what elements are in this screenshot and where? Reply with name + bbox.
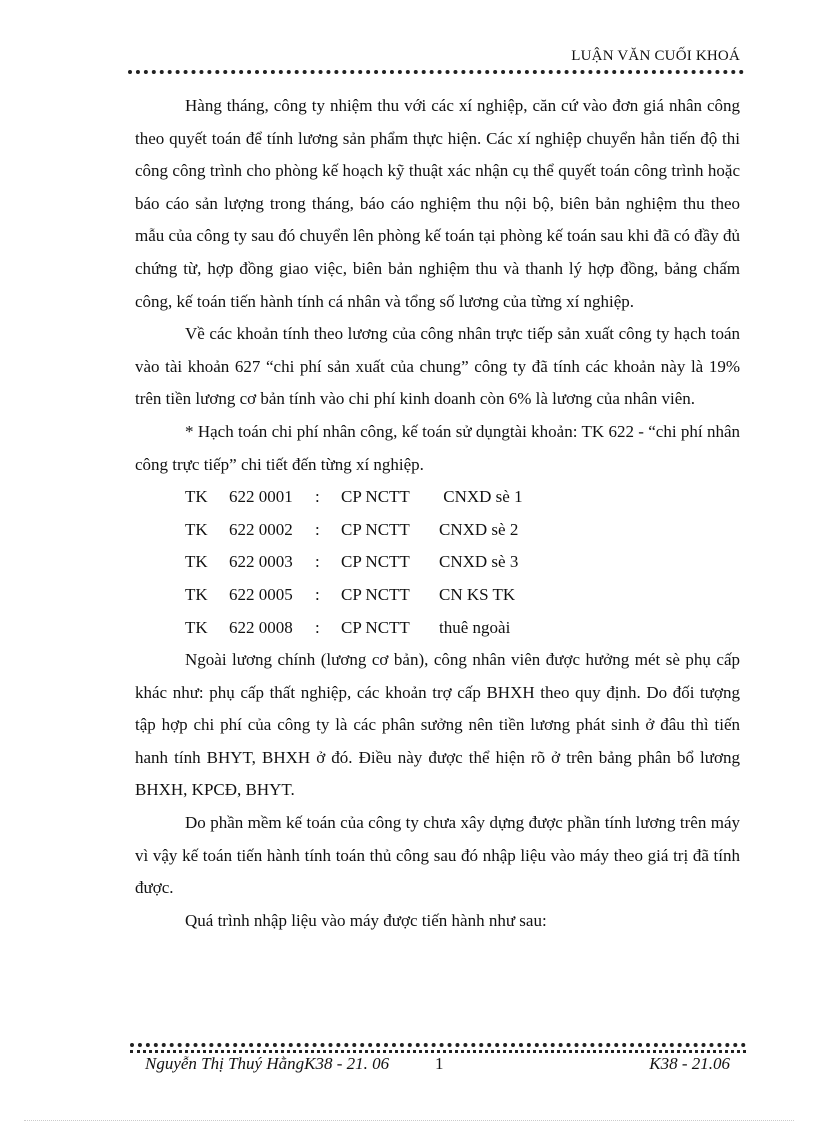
account-row [135,481,740,514]
footer-author: Nguyễn Thị Thuý HằngK38 - 21. 06 [145,1054,390,1073]
account-type: CP NCTT [341,487,410,507]
footer-dotted-rule-secondary [130,1050,746,1053]
paragraph-4: Ngoài lương chính (lương cơ bản), công nhân viên được hưởng mét sè phụ cấp khác như: phụ cấp thất nghiệp, các khoản trợ cấp BHXH theo quy định. Do đối tượng tập hợp chi phí của công ty là các phân sưởng nên tiền lương phát sinh ở đâu thì tiến hanh tính BHYT, BHXH ở đó. Điều này được thể hiện rõ ở trên bảng phân bổ lương BHXH, KPCĐ, BHYT. [135,650,740,800]
account-code: 622 0005 [229,584,293,604]
account-unit: CNXD sè 2 [439,519,519,539]
document-body [135,90,740,937]
account-label: TK [185,617,208,637]
page-number: 1 [435,1054,444,1073]
paragraph-1: Hàng tháng, công ty nhiệm thu với các xí nghiệp, căn cứ vào đơn giá nhân công theo quyết toán để tính lương sản phẩm thực hiện. Các xí nghiệp chuyển hẳn tiến độ thi công công trình cho phòng kế hoạch kỹ thuật xác nhận cụ thể quyết toán công trình hoặc báo cáo sản lượng trong tháng, báo cáo nghiệm thu nội bộ, biên bản nghiệm thu theo mẫu của công ty sau đó chuyển lên phòng kế toán tại phòng kế toán sau khi đã có đầy đủ chứng từ, hợp đồng giao việc, biên bản nghiệm thu và thanh lý hợp đồng, bảng chấm công, kế toán tiến hành tính cá nhân và tổng số lương của từng xí nghiệp. [135,96,740,311]
account-code: 622 0001 [229,487,293,507]
account-separator: : [315,519,320,539]
account-type: CP NCTT [341,552,410,572]
account-label: TK [185,552,208,572]
account-type: CP NCTT [341,519,410,539]
account-label: TK [185,519,208,539]
account-separator: : [315,552,320,572]
account-row [135,546,740,579]
footer-class-code: K38 - 21.06 [649,1054,730,1073]
account-row [135,514,740,547]
header-dotted-rule [128,70,744,74]
paragraph-6: Quá trình nhập liệu vào máy được tiến hành như sau: [185,910,547,930]
page-edge-dotted-rule [24,1120,794,1121]
account-unit: thuê ngoài [439,617,511,637]
account-unit: CNXD sè 3 [439,552,519,572]
paragraph-5: Do phần mềm kế toán của công ty chưa xây dựng được phần tính lương trên máy vì vậy kế toán tiến hành tính toán thủ công sau đó nhập liệu vào máy theo giá trị đã tính được. [135,813,740,898]
account-type: CP NCTT [341,584,410,604]
page-header-title: LUẬN VĂN CUỐI KHOÁ [571,48,740,64]
account-separator: : [315,617,320,637]
paragraph-3: * Hạch toán chi phí nhân công, kế toán sử dụngtài khoản: TK 622 - “chi phí nhân công trực tiếp” chi tiết đến từng xí nghiệp. [135,421,740,474]
page-footer [145,1054,730,1078]
account-separator: : [315,487,320,507]
account-type: CP NCTT [341,617,410,637]
footer-dotted-rule [130,1043,746,1047]
account-unit: CNXD sè 1 [439,487,523,507]
account-row [135,612,740,645]
account-label: TK [185,487,208,507]
account-row [135,579,740,612]
account-code: 622 0003 [229,552,293,572]
paragraph-2: Về các khoản tính theo lương của công nhân trực tiếp sản xuất công ty hạch toán vào tài khoản 627 “chi phí sản xuất của chung” công ty đã tính các khoản này là 19% trên tiền lương cơ bản tính vào chi phí kinh doanh còn 6% là lương của nhân viên. [135,324,740,409]
account-unit: CN KS TK [439,584,516,604]
account-separator: : [315,584,320,604]
account-label: TK [185,584,208,604]
account-code: 622 0008 [229,617,293,637]
account-code: 622 0002 [229,519,293,539]
